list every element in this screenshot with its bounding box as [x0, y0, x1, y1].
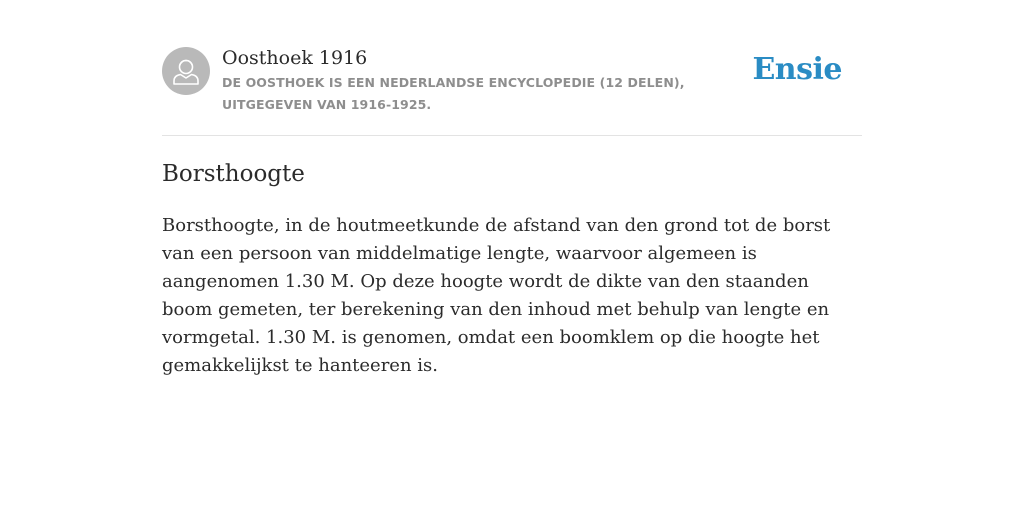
divider: [162, 135, 862, 136]
source-header: [162, 46, 862, 116]
entry-body: Borsthoogte, in de houtmeetkunde de afstand van den grond tot de borst van een persoon van middelmatige lengte, waarvoor algemeen is aangenomen 1.30 M. Op deze hoogte wordt de dikte van den staanden boom gemeten, ter berekening van den inhoud met behulp van lengte en vormgetal. 1.30 M. is genomen, omdat een boomklem op die hoogte het gemakkelijkst te hanteeren is.: [162, 215, 831, 376]
user-silhouette-icon[interactable]: [162, 47, 210, 95]
brand-logo[interactable]: Ensie: [752, 52, 842, 87]
user-silhouette-icon-graphic: [162, 47, 210, 95]
entry-title: Borsthoogte: [162, 161, 305, 187]
source-title[interactable]: Oosthoek 1916: [222, 47, 368, 69]
source-description: DE OOSTHOEK IS EEN NEDERLANDSE ENCYCLOPEDIE (12 DELEN), UITGEGEVEN VAN 1916-1925.: [222, 75, 685, 112]
